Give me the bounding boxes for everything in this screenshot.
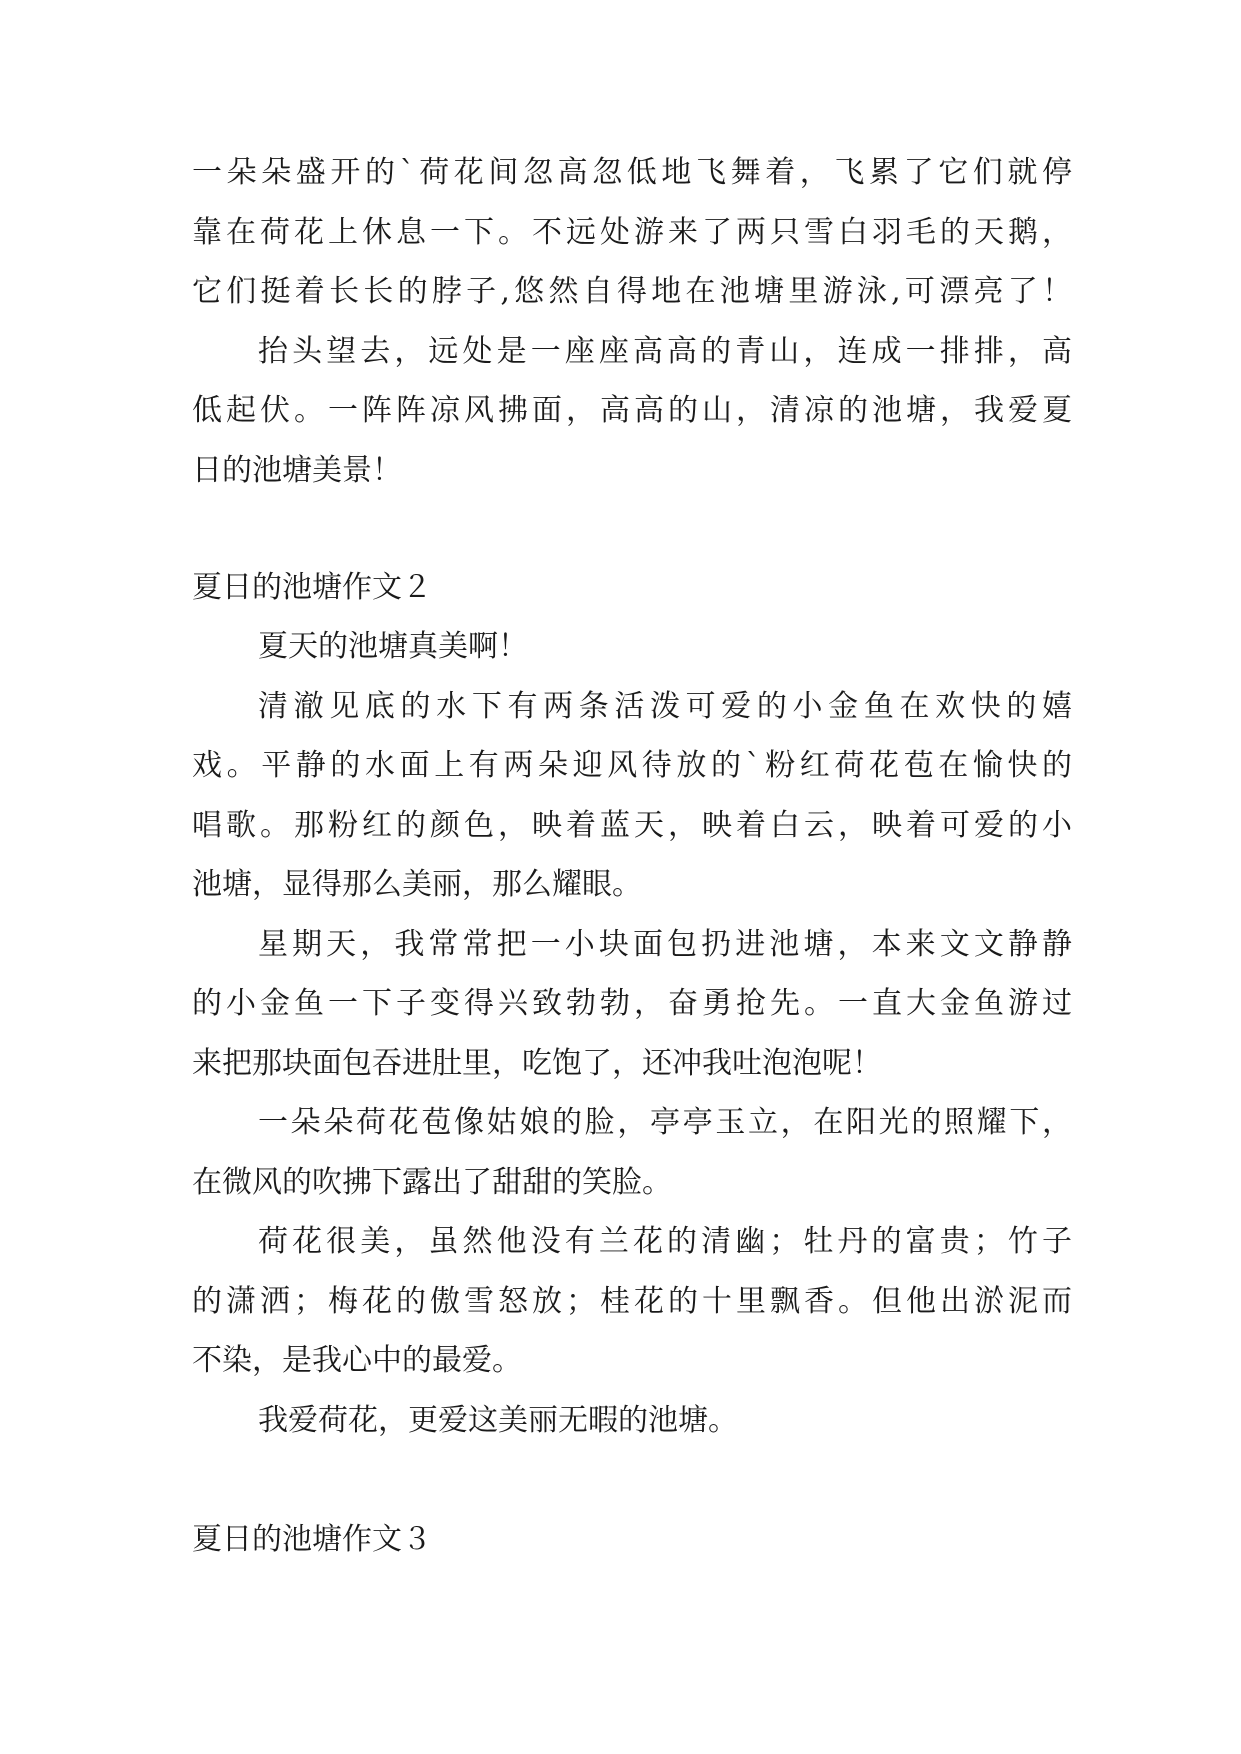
- paragraph-line: 夏天的池塘真美啊！: [258, 629, 528, 664]
- paragraph-line: 不染，是我心中的最爱。: [192, 1343, 522, 1378]
- paragraph-line: 戏。平静的水面上有两朵迎风待放的`粉红荷花苞在愉快的: [192, 748, 1072, 783]
- paragraph-line: 星期天，我常常把一小块面包扔进池塘，本来文文静静: [258, 927, 1072, 962]
- paragraph-line: 在微风的吹拂下露出了甜甜的笑脸。: [192, 1165, 672, 1200]
- paragraph-line: 清澈见底的水下有两条活泼可爱的小金鱼在欢快的嬉: [258, 689, 1072, 724]
- paragraph-line: 它们挺着长长的脖子,悠然自得地在池塘里游泳,可漂亮了！: [192, 274, 1072, 309]
- paragraph-line: 一朵朵荷花苞像姑娘的脸，亭亭玉立，在阳光的照耀下，: [258, 1105, 1072, 1140]
- paragraph-line: 我爱荷花，更爱这美丽无暇的池塘。: [258, 1403, 738, 1438]
- paragraph-line: 低起伏。一阵阵凉风拂面，高高的山，清凉的池塘，我爱夏: [192, 393, 1072, 428]
- paragraph-line: 唱歌。那粉红的颜色，映着蓝天，映着白云，映着可爱的小: [192, 808, 1072, 843]
- paragraph-line: 的小金鱼一下子变得兴致勃勃，奋勇抢先。一直大金鱼游过: [192, 986, 1072, 1021]
- paragraph-line: 一朵朵盛开的`荷花间忽高忽低地飞舞着，飞累了它们就停: [192, 155, 1072, 190]
- paragraph-line: 日的池塘美景！: [192, 453, 402, 488]
- paragraph-line: 靠在荷花上休息一下。不远处游来了两只雪白羽毛的天鹅，: [192, 215, 1072, 250]
- paragraph-line: 抬头望去，远处是一座座高高的青山，连成一排排，高: [258, 334, 1072, 369]
- paragraph-line: 来把那块面包吞进肚里，吃饱了，还冲我吐泡泡呢！: [192, 1046, 882, 1081]
- paragraph-line: 池塘，显得那么美丽，那么耀眼。: [192, 867, 642, 902]
- section-heading: 夏日的池塘作文３: [192, 1522, 432, 1557]
- section-heading: 夏日的池塘作文２: [192, 570, 432, 605]
- paragraph-line: 荷花很美，虽然他没有兰花的清幽；牡丹的富贵；竹子: [258, 1224, 1072, 1259]
- paragraph-line: 的潇洒；梅花的傲雪怒放；桂花的十里飘香。但他出淤泥而: [192, 1284, 1072, 1319]
